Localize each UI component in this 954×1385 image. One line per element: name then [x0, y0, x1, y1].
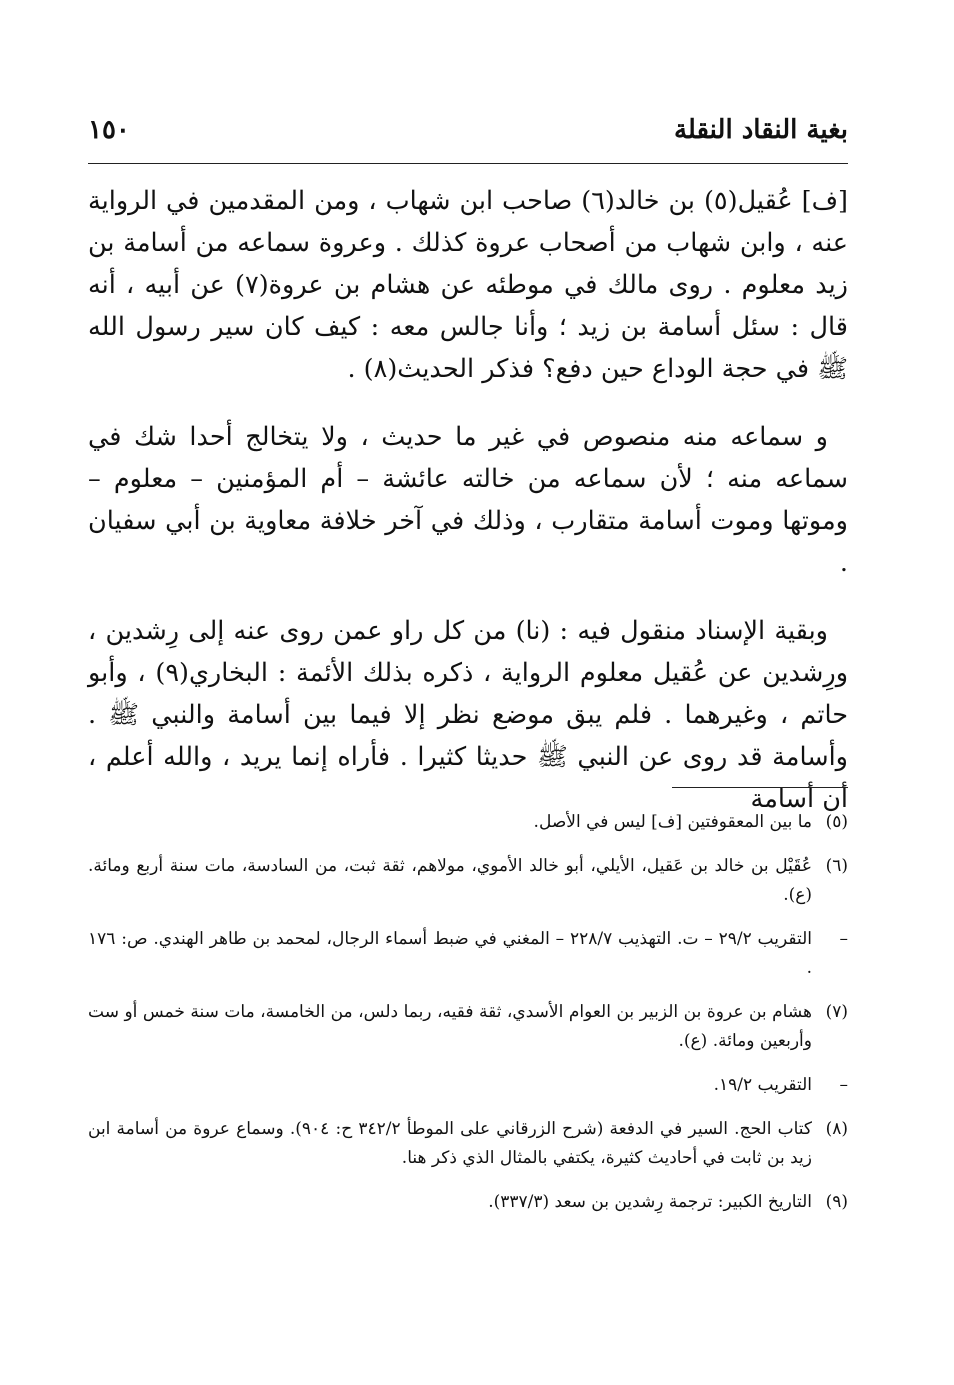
- footnote-text: هشام بن عروة بن الزبير بن العوام الأسدي، ثقة فقيه، ربما دلس، من الخامسة، مات سنة خمس أو ست وأربعين ومائة. (ع).: [88, 1002, 812, 1051]
- page-number: ١٥٠: [88, 115, 130, 145]
- footnote: [88, 1115, 848, 1173]
- footnote-marker: (٥): [825, 812, 848, 832]
- paragraph-2: و سماعه منه منصوص في غير ما حديث ، ولا يتخالج أحدا شك في سماعه منه ؛ لأن سماعه من خالته عائشة – أم المؤمنين – معلوم – وموتها وموت أسامة متقارب ، وذلك في آخر خلافة معاوية بن أبي سفيان .: [88, 422, 848, 578]
- paragraph-1: [ف] عُقيل(٥) بن خالد(٦) صاحب ابن شهاب ، ومن المقدمين في الرواية عنه ، وابن شهاب من أصحاب عروة كذلك . وعروة سماعه من أسامة بن زيد معلوم . روى مالك في موطئه عن هشام بن عروة(٧) عن أبيه ، أنه قال : سئل أسامة بن زيد ؛ وأنا جالس معه : كيف كان سير رسول الله ﷺ في حجة الوداع حين دفع؟ فذكر الحديث(٨) .: [88, 186, 848, 384]
- footnote-text: التقريب ١٩/٢.: [713, 1075, 812, 1095]
- footnote-separator: [672, 787, 848, 788]
- footnote-marker: –: [839, 1075, 848, 1095]
- footnote-text: كتاب الحج. السير في الدفعة (شرح الزرقاني على الموطأ ٣٤٢/٢ ح: ٩٠٤). وسماع عروة من أسامة ابن زيد بن ثابت في أحاديث كثيرة، يكتفي بالمثال الذي ذكر هنا.: [88, 1119, 813, 1168]
- footnote: [88, 1071, 848, 1100]
- footnote: [88, 925, 848, 983]
- footnote-text: ما بين المعقوفتين [ف] ليس في الأصل.: [533, 812, 812, 832]
- footnote-text: التقريب ٢٩/٢ – ت. التهذيب ٢٢٨/٧ – المغني في ضبط أسماء الرجال، لمحمد بن طاهر الهندي. ص: ١٧٦ .: [88, 929, 812, 978]
- footnote-marker: (٨): [825, 1119, 849, 1139]
- main-text: [88, 180, 848, 846]
- footnote-marker: (٦): [825, 856, 848, 876]
- footnote-text: عُقَيْل بن خالد بن عَقيل، الأيلي، أبو خالد الأموي، مولاهم، ثقة ثبت، من السادسة، مات سنة أربع ومائة. (ع).: [88, 856, 812, 905]
- footnote-text: التاريخ الكبير: ترجمة رِشدين بن سعد (٣٣٧/٣).: [488, 1192, 812, 1212]
- footnote-marker: –: [839, 929, 848, 949]
- paragraph-3: وبقية الإسناد منقول فيه : (نا) من كل راو عمن روى عنه إلى رِشدين ، ورِشدين عن عُقيل معلوم الرواية ، ذكره بذلك الأئمة : البخاري(٩) ، وأبو حاتم ، وغيرهما . فلم يبق موضع نظر إلا فيما بين أسامة والنبي ﷺ . وأسامة قد روى عن النبي ﷺ حديثا كثيرا . فأراه إنما يريد ، والله أعلم ، أن أسامة: [88, 616, 849, 814]
- footnote-marker: (٧): [825, 1002, 848, 1022]
- page-header: [88, 110, 848, 150]
- footnote: [88, 808, 848, 837]
- running-title: بغية النقاد النقلة: [673, 115, 848, 145]
- footnote: [88, 852, 848, 910]
- header-rule: [88, 163, 848, 164]
- footnote: [88, 1188, 848, 1217]
- footnotes: [88, 808, 848, 1232]
- footnote: [88, 998, 848, 1056]
- footnote-marker: (٩): [825, 1192, 848, 1212]
